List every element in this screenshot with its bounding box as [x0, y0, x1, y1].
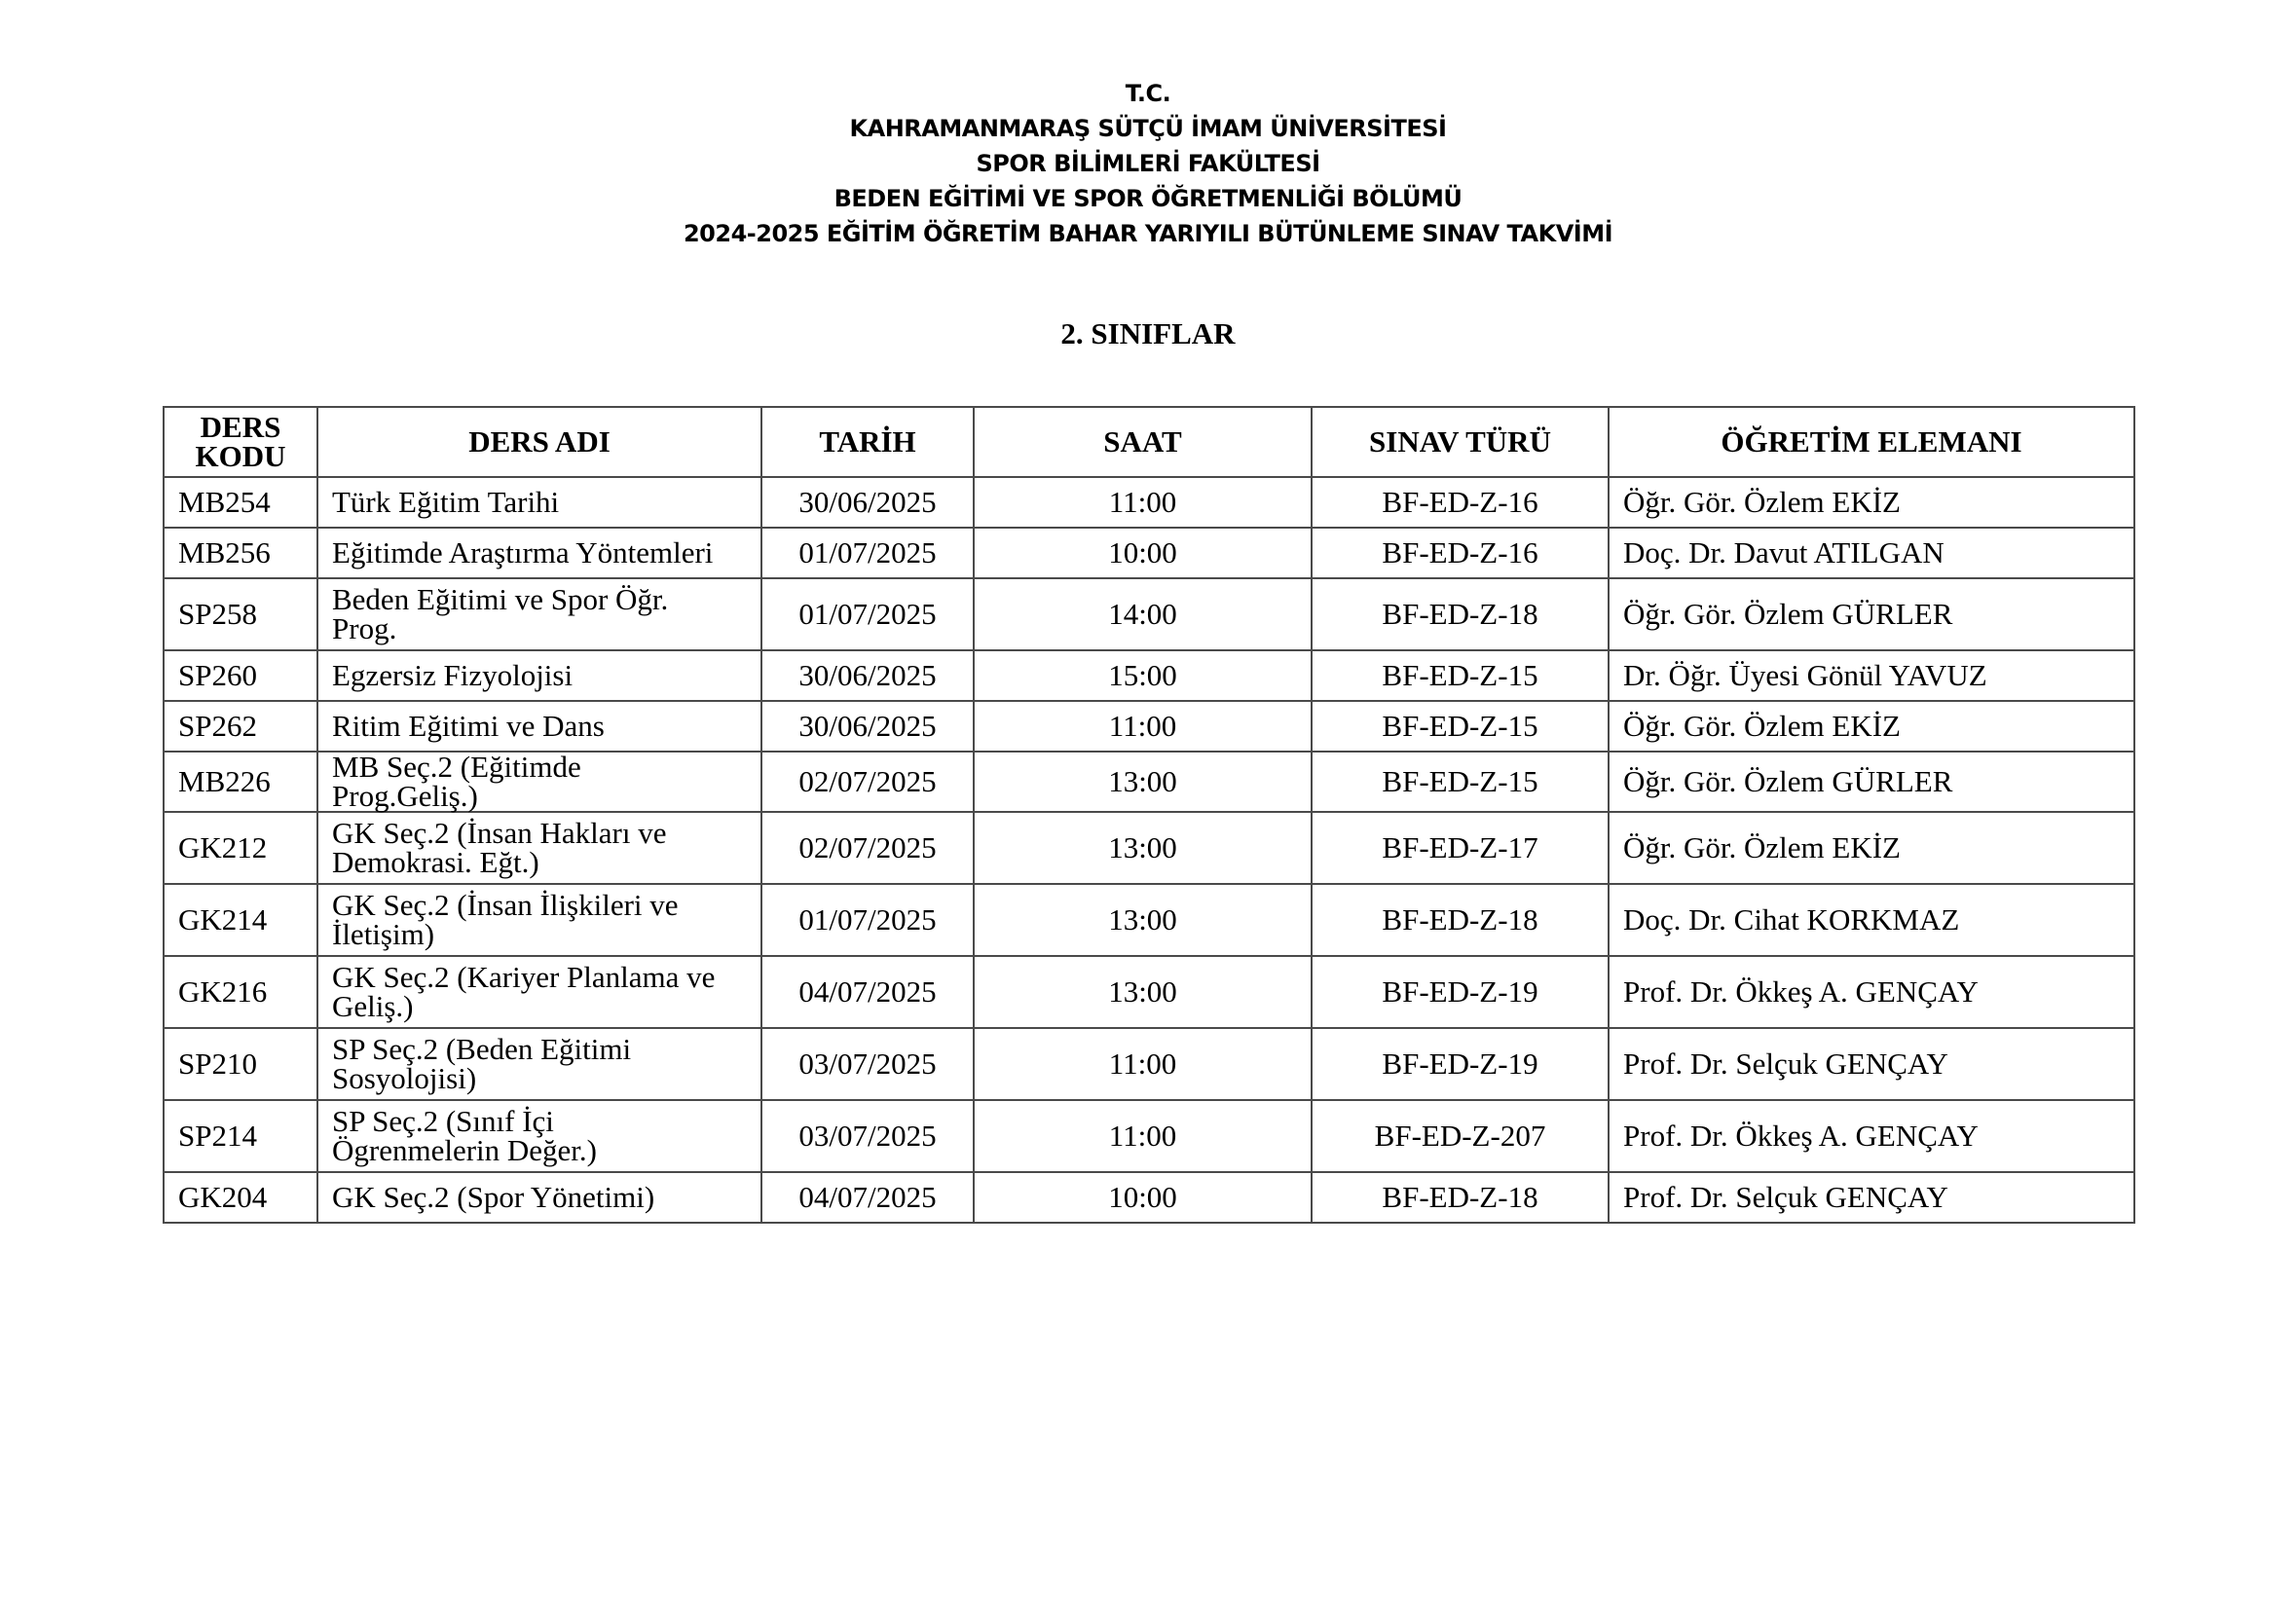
- cell-ders-kodu: SP260: [164, 650, 317, 701]
- cell-tarih: 30/06/2025: [761, 477, 974, 528]
- cell-ders-adi: GK Seç.2 (İnsan İlişkileri ve İletişim): [317, 884, 761, 956]
- cell-tarih: 02/07/2025: [761, 812, 974, 884]
- cell-saat: 11:00: [974, 1100, 1312, 1172]
- cell-ders-kodu: MB254: [164, 477, 317, 528]
- cell-sinav-turu: BF-ED-Z-19: [1312, 956, 1609, 1028]
- cell-saat: 11:00: [974, 1028, 1312, 1100]
- cell-ders-adi: Egzersiz Fizyolojisi: [317, 650, 761, 701]
- cell-ogretim-elemani: Prof. Dr. Ökkeş A. GENÇAY: [1609, 1100, 2134, 1172]
- table-row: [164, 578, 2134, 650]
- header-line-department: BEDEN EĞİTİMİ VE SPOR ÖĞRETMENLİĞİ BÖLÜMÜ: [833, 185, 1463, 212]
- cell-ders-adi: Türk Eğitim Tarihi: [317, 477, 761, 528]
- cell-ders-kodu: MB256: [164, 528, 317, 578]
- cell-ogretim-elemani: Dr. Öğr. Üyesi Gönül YAVUZ: [1609, 650, 2134, 701]
- table-row: [164, 956, 2134, 1028]
- cell-ders-kodu: GK204: [164, 1172, 317, 1223]
- cell-ogretim-elemani: Prof. Dr. Selçuk GENÇAY: [1609, 1028, 2134, 1100]
- column-header-ders-adi: DERS ADI: [317, 407, 761, 477]
- cell-ders-kodu: SP258: [164, 578, 317, 650]
- cell-ogretim-elemani: Öğr. Gör. Özlem GÜRLER: [1609, 578, 2134, 650]
- cell-sinav-turu: BF-ED-Z-17: [1312, 812, 1609, 884]
- table-row: [164, 884, 2134, 956]
- cell-saat: 13:00: [974, 956, 1312, 1028]
- cell-saat: 10:00: [974, 528, 1312, 578]
- cell-ders-kodu: SP262: [164, 701, 317, 752]
- table-row: [164, 1100, 2134, 1172]
- cell-ogretim-elemani: Öğr. Gör. Özlem GÜRLER: [1609, 752, 2134, 812]
- column-header-ders-kodu: [164, 407, 317, 477]
- cell-ders-kodu: GK212: [164, 812, 317, 884]
- table-row: [164, 1028, 2134, 1100]
- cell-ogretim-elemani: Doç. Dr. Davut ATILGAN: [1609, 528, 2134, 578]
- cell-tarih: 01/07/2025: [761, 578, 974, 650]
- cell-ders-kodu: SP214: [164, 1100, 317, 1172]
- column-header-ders-kodu-line1: DERS: [200, 410, 281, 444]
- column-header-saat: SAAT: [974, 407, 1312, 477]
- table-row: [164, 701, 2134, 752]
- cell-ders-kodu: SP210: [164, 1028, 317, 1100]
- cell-saat: 13:00: [974, 884, 1312, 956]
- cell-sinav-turu: BF-ED-Z-15: [1312, 701, 1609, 752]
- cell-sinav-turu: BF-ED-Z-19: [1312, 1028, 1609, 1100]
- column-header-ogretim-elemani: ÖĞRETİM ELEMANI: [1609, 407, 2134, 477]
- table-row: [164, 528, 2134, 578]
- cell-tarih: 03/07/2025: [761, 1100, 974, 1172]
- header-line-university: KAHRAMANMARAŞ SÜTÇÜ İMAM ÜNİVERSİTESİ: [849, 115, 1447, 142]
- cell-tarih: 04/07/2025: [761, 956, 974, 1028]
- header-line-schedule-title: 2024-2025 EĞİTİM ÖĞRETİM BAHAR YARIYILI BÜTÜNLEME SINAV TAKVİMİ: [683, 220, 1613, 247]
- column-header-ders-kodu-line2: KODU: [195, 439, 286, 473]
- table-header-row: [164, 407, 2134, 477]
- cell-sinav-turu: BF-ED-Z-18: [1312, 578, 1609, 650]
- table-row: [164, 477, 2134, 528]
- cell-sinav-turu: BF-ED-Z-15: [1312, 752, 1609, 812]
- cell-ders-adi: GK Seç.2 (Spor Yönetimi): [317, 1172, 761, 1223]
- table-row: [164, 812, 2134, 884]
- cell-tarih: 30/06/2025: [761, 701, 974, 752]
- table-row: [164, 1172, 2134, 1223]
- section-title: 2. SINIFLAR: [1060, 316, 1236, 350]
- cell-ders-adi: GK Seç.2 (Kariyer Planlama ve Geliş.): [317, 956, 761, 1028]
- cell-saat: 13:00: [974, 812, 1312, 884]
- column-header-sinav-turu: SINAV TÜRÜ: [1312, 407, 1609, 477]
- cell-ogretim-elemani: Öğr. Gör. Özlem EKİZ: [1609, 477, 2134, 528]
- cell-ogretim-elemani: Prof. Dr. Ökkeş A. GENÇAY: [1609, 956, 2134, 1028]
- cell-saat: 13:00: [974, 752, 1312, 812]
- table-row: [164, 752, 2134, 812]
- cell-ders-adi: GK Seç.2 (İnsan Hakları ve Demokrasi. Eğt.): [317, 812, 761, 884]
- cell-ders-adi: Eğitimde Araştırma Yöntemleri: [317, 528, 761, 578]
- header-line-tc: T.C.: [1125, 80, 1171, 107]
- cell-tarih: 01/07/2025: [761, 884, 974, 956]
- cell-sinav-turu: BF-ED-Z-15: [1312, 650, 1609, 701]
- cell-tarih: 01/07/2025: [761, 528, 974, 578]
- cell-sinav-turu: BF-ED-Z-18: [1312, 1172, 1609, 1223]
- cell-ogretim-elemani: Doç. Dr. Cihat KORKMAZ: [1609, 884, 2134, 956]
- exam-schedule-table: [163, 406, 2135, 1224]
- column-header-tarih: TARİH: [761, 407, 974, 477]
- cell-ders-kodu: GK216: [164, 956, 317, 1028]
- cell-ogretim-elemani: Öğr. Gör. Özlem EKİZ: [1609, 701, 2134, 752]
- cell-saat: 11:00: [974, 477, 1312, 528]
- cell-tarih: 30/06/2025: [761, 650, 974, 701]
- cell-saat: 14:00: [974, 578, 1312, 650]
- cell-sinav-turu: BF-ED-Z-16: [1312, 528, 1609, 578]
- cell-ogretim-elemani: Öğr. Gör. Özlem EKİZ: [1609, 812, 2134, 884]
- cell-saat: 10:00: [974, 1172, 1312, 1223]
- header-line-faculty: SPOR BİLİMLERİ FAKÜLTESİ: [976, 150, 1320, 177]
- cell-ders-kodu: GK214: [164, 884, 317, 956]
- cell-ders-kodu: MB226: [164, 752, 317, 812]
- cell-ogretim-elemani: Prof. Dr. Selçuk GENÇAY: [1609, 1172, 2134, 1223]
- cell-tarih: 02/07/2025: [761, 752, 974, 812]
- cell-sinav-turu: BF-ED-Z-207: [1312, 1100, 1609, 1172]
- cell-tarih: 04/07/2025: [761, 1172, 974, 1223]
- cell-ders-adi: Beden Eğitimi ve Spor Öğr. Prog.: [317, 578, 761, 650]
- cell-ders-adi: SP Seç.2 (Beden Eğitimi Sosyolojisi): [317, 1028, 761, 1100]
- cell-saat: 15:00: [974, 650, 1312, 701]
- cell-saat: 11:00: [974, 701, 1312, 752]
- cell-tarih: 03/07/2025: [761, 1028, 974, 1100]
- cell-sinav-turu: BF-ED-Z-16: [1312, 477, 1609, 528]
- table-row: [164, 650, 2134, 701]
- cell-sinav-turu: BF-ED-Z-18: [1312, 884, 1609, 956]
- cell-ders-adi: MB Seç.2 (Eğitimde Prog.Geliş.): [317, 752, 761, 812]
- cell-ders-adi: Ritim Eğitimi ve Dans: [317, 701, 761, 752]
- cell-ders-adi: SP Seç.2 (Sınıf İçi Ögrenmelerin Değer.): [317, 1100, 761, 1172]
